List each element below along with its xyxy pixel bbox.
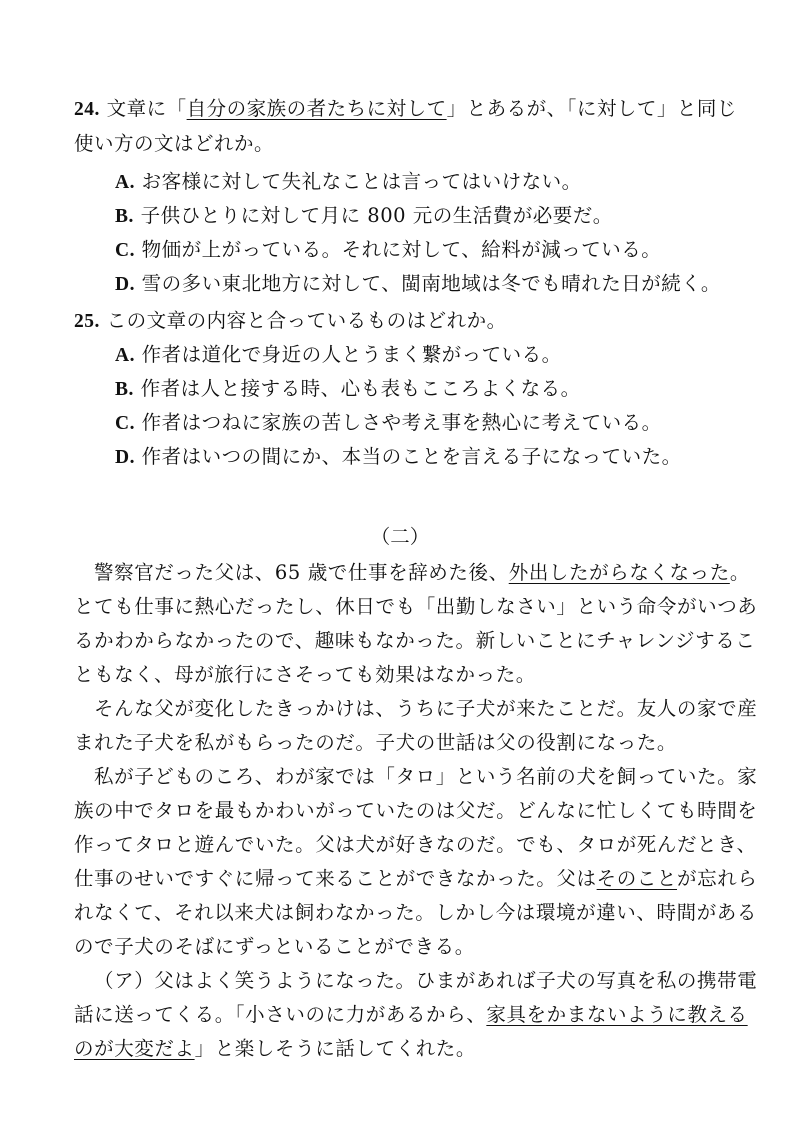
q25-option-d — [115, 443, 682, 472]
question-24-prompt — [74, 95, 737, 124]
question-25-prompt — [74, 307, 507, 336]
q25-option-b — [115, 375, 581, 404]
passage-text: 話に送ってくる。「小さいのに力があるから、 — [74, 1003, 487, 1026]
option-letter: A. — [115, 172, 135, 193]
q25-option-c — [115, 409, 662, 438]
underlined-phrase: のが大変だよ — [74, 1037, 195, 1060]
passage-line — [74, 1032, 754, 1066]
q24-option-b — [115, 202, 613, 231]
passage-line: 私が子どものころ、わが家では「タロ」という名前の犬を飼っていた。家 — [94, 765, 758, 788]
passage-line: 作ってタロと遊んでいた。父は犬が好きなのだ。でも、タロが死んだとき、 — [74, 833, 757, 856]
underlined-phrase: 家具をかまないように教える — [486, 1003, 748, 1026]
question-number: 25. — [74, 311, 100, 332]
prompt-text: この文章の内容と合っているものはどれか。 — [106, 309, 507, 332]
passage-text: 仕事のせいですぐに帰って来ることができなかった。父は — [74, 867, 597, 890]
option-text: 作者は道化で身近の人とうまく繋がっている。 — [141, 343, 562, 366]
option-letter: C. — [115, 240, 135, 261]
passage-line: （ア）父はよく笑うようになった。ひまがあれば子犬の写真を私の携帯電 — [94, 969, 758, 992]
q25-option-a — [115, 341, 562, 370]
option-text: 雪の多い東北地方に対して、閩南地域は冬でも晴れた日が続く。 — [141, 272, 721, 295]
passage-line: ので子犬のそばにずっといることができる。 — [74, 935, 475, 958]
option-letter: B. — [115, 206, 134, 227]
q24-option-c — [115, 236, 661, 265]
passage-line: れなくて、それ以来犬は飼わなかった。しかし今は環境が違い、時間がある — [74, 901, 758, 924]
passage-line: 族の中でタロを最もかわいがっていたのは父だ。どんなに忙しくても時間を — [74, 799, 758, 822]
passage-line: とても仕事に熱心だったし、休日でも「出勤しなさい」という命令がいつあ — [74, 595, 758, 618]
passage-text: が忘れら — [677, 867, 758, 890]
question-number: 24. — [74, 99, 100, 120]
section-heading: （二） — [370, 525, 430, 548]
option-text: 作者はいつの間にか、本当のことを言える子になっていた。 — [141, 445, 682, 468]
underlined-phrase: 自分の家族の者たちに対して — [186, 97, 447, 120]
reading-passage — [74, 556, 758, 1066]
option-letter: B. — [115, 379, 134, 400]
passage-text: 」と楽しそうに話してくれた。 — [194, 1037, 477, 1060]
passage-line: そんな父が変化したきっかけは、うちに子犬が来たことだ。友人の家で産 — [94, 697, 758, 720]
prompt-text: 文章に「 — [106, 97, 187, 120]
option-text: 作者はつねに家族の苦しさや考え事を熱心に考えている。 — [141, 411, 662, 434]
q24-option-d — [115, 270, 721, 299]
passage-text: 。 — [729, 561, 750, 584]
prompt-text: 」とあるが、「に対して」と同じ — [446, 97, 737, 120]
option-text: 作者は人と接する時、心も表もこころよくなる。 — [140, 377, 581, 400]
option-letter: A. — [115, 345, 135, 366]
underlined-phrase: そのこと — [596, 867, 678, 890]
passage-line: るかわからなかったので、趣味もなかった。新しいことにチャレンジするこ — [74, 629, 756, 652]
passage-line — [74, 862, 758, 896]
option-text: 物価が上がっている。それに対して、給料が減っている。 — [141, 238, 662, 261]
option-letter: D. — [115, 274, 135, 295]
option-letter: D. — [115, 447, 135, 468]
passage-line — [74, 556, 754, 590]
passage-text: 警察官だった父は、65 歳で仕事を辞めた後、 — [94, 561, 509, 584]
passage-line: ともなく、母が旅行にさそっても効果はなかった。 — [74, 663, 536, 686]
passage-line — [74, 998, 754, 1032]
option-text: 子供ひとりに対して月に 800 元の生活費が必要だ。 — [140, 204, 613, 227]
option-letter: C. — [115, 413, 135, 434]
underlined-phrase: 外出したがらなくなった — [508, 561, 730, 584]
option-text: お客様に対して失礼なことは言ってはいけない。 — [141, 170, 582, 193]
passage-line: まれた子犬を私がもらったのだ。子犬の世話は父の役割になった。 — [74, 731, 678, 754]
question-24-prompt-cont: 使い方の文はどれか。 — [74, 132, 275, 155]
q24-option-a — [115, 168, 582, 197]
